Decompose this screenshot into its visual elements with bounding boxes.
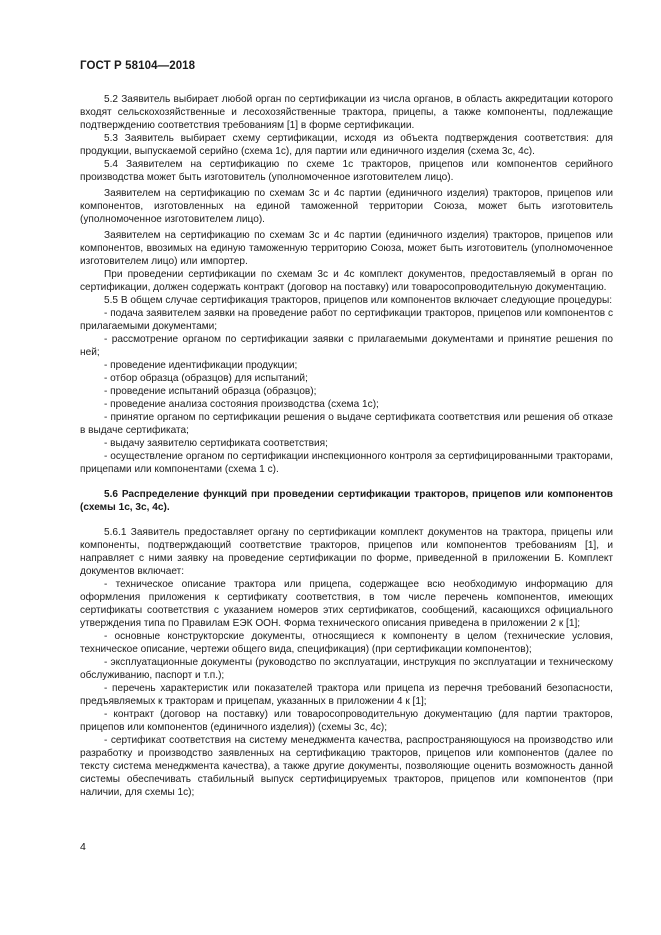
paragraph-5-6-1: 5.6.1 Заявитель предоставляет органу по сертификации комплект документов на трактора, прицепы или компоненты, подтверждающий соответствие тракторов, прицепов или компонентов требованиям [1], и направляет с ними заявку на проведение сертификации по форме, приведенной в приложении Б. Комплект документов включает: bbox=[80, 527, 613, 577]
list-item: - проведение идентификации продукции; bbox=[104, 360, 298, 371]
list-item: - проведение анализа состояния производства (схема 1с); bbox=[104, 399, 379, 410]
list-item: - основные конструкторские документы, относящиеся к компоненту в целом (технические условия, техническое описание, чертежи общего вида, спецификация) (при сертификации компонентов); bbox=[80, 631, 613, 655]
paragraph-5-3: 5.3 Заявитель выбирает схему сертификации, исходя из объекта подтверждения соответствия: для продукции, выпускаемой серийно (схема 1с), для партии или единичного изделия (схема 3с, 4с). bbox=[80, 133, 613, 157]
list-item: - рассмотрение органом по сертификации заявки с прилагаемыми документами и принятие решения по ней; bbox=[80, 334, 613, 358]
list-item: - техническое описание трактора или прицепа, содержащее всю необходимую информацию для оформления приложения к сертификату соответствия, в том числе перечень компонентов, имеющих сертификаты соответствия с указанием номеров этих сертификатов, сообщений, касающихся официального утверждения типа по Правилам ЕЭК ООН. Форма технического описания приведена в приложении 2 к [1]; bbox=[80, 579, 613, 629]
page-body bbox=[80, 93, 613, 799]
page-number: 4 bbox=[80, 841, 86, 853]
list-item: - проведение испытаний образца (образцов); bbox=[104, 386, 317, 397]
paragraph-5-5: 5.5 В общем случае сертификация тракторов, прицепов или компонентов включает следующие процедуры: bbox=[104, 295, 613, 306]
paragraph: При проведении сертификации по схемам 3с и 4с комплект документов, предоставляемый в орган по сертификации, должен содержать контракт (договор на поставку) или товаросопроводительную документацию. bbox=[80, 269, 613, 293]
list-item: - эксплуатационные документы (руководство по эксплуатации, инструкция по эксплуатации и техническому обслуживанию, паспорт и т.п.); bbox=[80, 657, 613, 681]
list-item: - контракт (договор на поставку) или товаросопроводительную документацию (для партии тракторов, прицепов или компонентов (единичного изделия)) (схемы 3с, 4с); bbox=[80, 709, 613, 733]
paragraph: Заявителем на сертификацию по схемам 3с и 4с партии (единичного изделия) тракторов, прицепов или компонентов, изготовленных на единой таможенной территории Союза, может быть изготовитель (уполномоченное изготовителем лицо). bbox=[80, 188, 613, 225]
paragraph-5-2: 5.2 Заявитель выбирает любой орган по сертификации из числа органов, в область аккредитации которого входят сельскохозяйственные и лесохозяйственные трактора, прицепы, а также компоненты, подлежащие подтверждению соответствия требованиям [1] в форме сертификации. bbox=[80, 94, 613, 131]
paragraph: Заявителем на сертификацию по схемам 3с и 4с партии (единичного изделия) тракторов, прицепов или компонентов, ввозимых на единую таможенную территорию Союза, может быть изготовитель (уполномоченное изготовителем лицо) или импортер. bbox=[80, 230, 613, 267]
list-item: - подача заявителем заявки на проведение работ по сертификации тракторов, прицепов или компонентов с прилагаемыми документами; bbox=[80, 308, 613, 332]
document-header: ГОСТ Р 58104—2018 bbox=[80, 60, 196, 72]
list-item: - принятие органом по сертификации решения о выдаче сертификата соответствия или решения об отказе в выдаче сертификата; bbox=[80, 412, 613, 436]
list-item: - сертификат соответствия на систему менеджмента качества, распространяющуюся на производство или разработку и производство заявленных на сертификацию тракторов, прицепов или компонентов (далее по тексту система менеджмента качества), а также другие документы, позволяющие оценить возможность данной системы обеспечивать стабильный выпуск сертифицируемых тракторов, прицепов или компонентов (при наличии, для схемы 1с); bbox=[80, 735, 613, 798]
list-item: - выдачу заявителю сертификата соответствия; bbox=[104, 438, 328, 449]
paragraph-5-4: 5.4 Заявителем на сертификацию по схеме 1с тракторов, прицепов или компонентов серийного производства может быть изготовитель (уполномоченное изготовителем лицо). bbox=[80, 159, 613, 183]
list-item: - отбор образца (образцов) для испытаний; bbox=[104, 373, 308, 384]
list-item: - перечень характеристик или показателей трактора или прицепа из перечня требований безопасности, предъявляемых к тракторам и прицепам, указанных в приложении 4 к [1]; bbox=[80, 683, 613, 707]
section-heading-5-6: 5.6 Распределение функций при проведении сертификации тракторов, прицепов или компонентов (схемы 1с, 3с, 4с). bbox=[80, 489, 613, 513]
list-item: - осуществление органом по сертификации инспекционного контроля за сертифицированными тракторами, прицепами или компонентами (схема 1 с). bbox=[80, 451, 613, 475]
